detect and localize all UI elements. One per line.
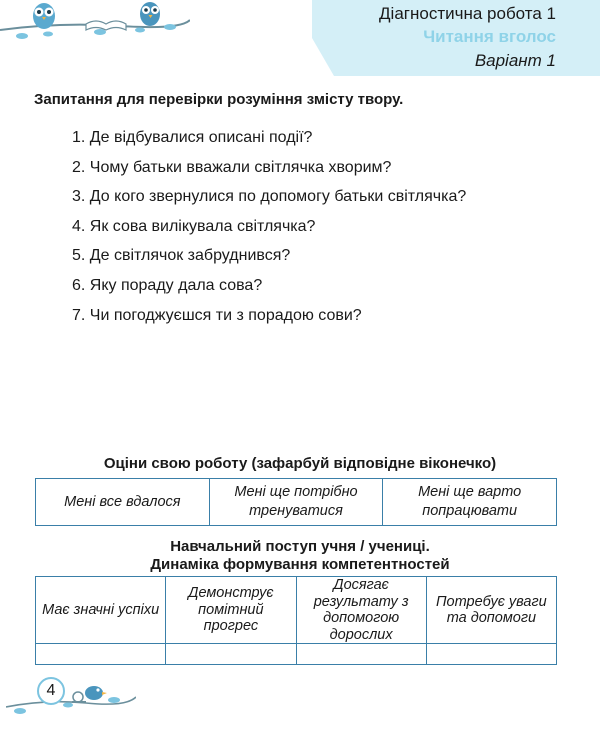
progress-mark-cell[interactable] [166, 644, 296, 665]
worksheet-variant: Варіант 1 [474, 51, 556, 70]
self-assessment-option[interactable]: Мені ще потрібно тренуватися [209, 479, 383, 526]
questions-heading: Запитання для перевірки розуміння змісту твору. [34, 91, 404, 108]
progress-mark-cell[interactable] [296, 644, 426, 665]
question-item: 1. Де відбувалися описані події? [72, 129, 313, 146]
question-item: 5. Де світлячок забруднився? [72, 247, 291, 265]
progress-column-header: Потребує уваги та допомоги [426, 577, 556, 644]
self-assessment-heading: Оціни свою роботу (зафарбуй відповідне віконечко) [103, 455, 497, 472]
question-item: 7. Чи погоджуєшся ти з порадою сови? [72, 306, 362, 324]
bird-icon [85, 686, 107, 700]
birds-and-snail-illustration [6, 667, 136, 727]
question-item: 2. Чому батьки вважали світлячка хворим? [72, 158, 392, 176]
question-item: 6. Яку пораду дала сова? [72, 276, 263, 294]
question-item: 3. До кого звернулися по допомогу батьки світлячка? [72, 188, 467, 206]
questions-list [72, 126, 466, 333]
owl-icon [33, 3, 55, 29]
progress-column-header: Має значні успіхи [36, 577, 166, 644]
progress-column-header: Досягає результату з допомогою дорослих [296, 577, 426, 644]
progress-mark-cell[interactable] [36, 644, 166, 665]
progress-subheading: Динаміка формування компетентностей [150, 556, 450, 573]
self-assessment-table [35, 478, 557, 526]
header-banner [312, 0, 600, 76]
progress-column-header: Демонструє помітний прогрес [166, 577, 296, 644]
owl-icon [140, 2, 160, 26]
worksheet-title: Діагностична робота 1 [379, 4, 556, 23]
owls-on-branch-illustration [0, 0, 190, 48]
progress-mark-cell[interactable] [426, 644, 556, 665]
self-assessment-option[interactable]: Мені все вдалося [36, 479, 210, 526]
progress-table [35, 576, 557, 665]
worksheet-subtitle: Читання вголос [423, 27, 556, 46]
progress-heading: Навчальний поступ учня / учениці. [170, 538, 430, 555]
question-item: 4. Як сова вилікувала світлячка? [72, 217, 316, 235]
snail-icon [72, 692, 86, 702]
self-assessment-option[interactable]: Мені ще варто попрацювати [383, 479, 557, 526]
page-number: 4 [37, 677, 65, 705]
